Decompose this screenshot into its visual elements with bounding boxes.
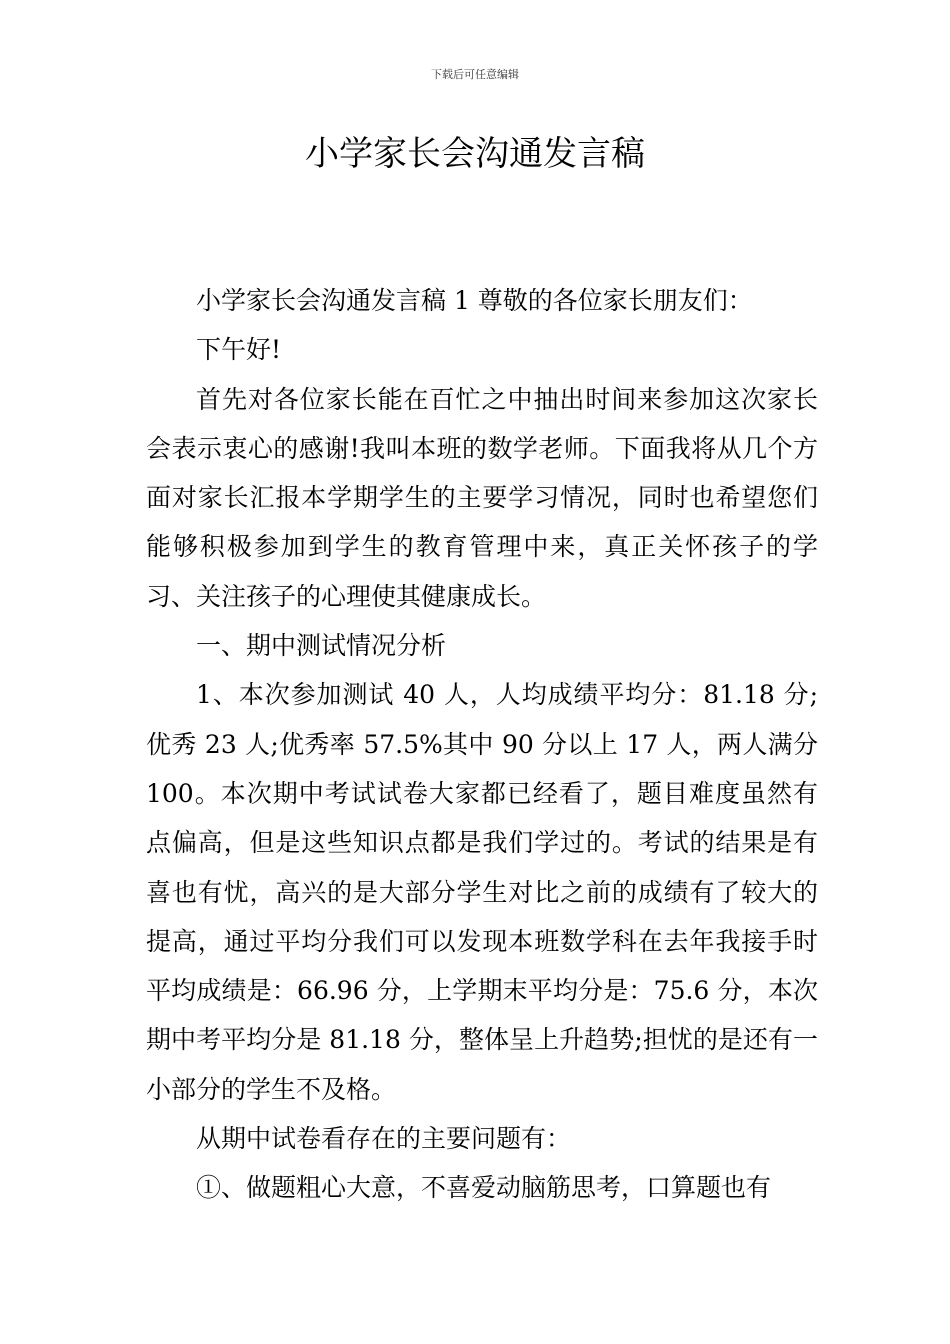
paragraph-introduction: 首先对各位家长能在百忙之中抽出时间来参加这次家长会表示衷心的感谢!我叫本班的数学老师。下面我将从几个方面对家长汇报本学期学生的主要学习情况，同时也希望您们能够积极参加到学生的教育管理中来，真正关怀孩子的学习、关注孩子的心理使其健康成长。 <box>146 384 818 611</box>
paragraph-good-afternoon: 下午好! <box>196 335 282 365</box>
document-title: 小学家长会沟通发言稿 <box>305 134 645 174</box>
paragraph-test-statistics: 1、本次参加测试 40 人，人均成绩平均分：81.18 分;优秀 23 人;优秀率 57.5%其中 90 分以上 17 人，两人满分 100。本次期中考试试卷大家都已经看了，题目难度虽然有点偏高，但是这些知识点都是我们学过的。考试的结果是有喜也有忧，高兴的是大部分学生对比之前的成绩有了较大的提高，通过平均分我们可以发现本班数学科在去年我接手时平均成绩是：66.96 分，上学期末平均分是：75.6 分，本次期中考平均分是 81.18 分，整体呈上升趋势;担忧的是还有一小部分的学生不及格。 <box>146 680 818 1104</box>
paragraph-greeting-line: 小学家长会沟通发言稿 1 尊敬的各位家长朋友们： <box>196 286 753 315</box>
header-note: 下载后可任意编辑 <box>431 68 519 81</box>
document-body <box>146 276 818 1213</box>
paragraph-problem-1: ①、做题粗心大意，不喜爱动脑筋思考，口算题也有 <box>196 1173 772 1203</box>
section-heading-midterm-analysis: 一、期中测试情况分析 <box>196 631 447 661</box>
paragraph-main-problems-intro: 从期中试卷看存在的主要问题有： <box>196 1124 572 1154</box>
